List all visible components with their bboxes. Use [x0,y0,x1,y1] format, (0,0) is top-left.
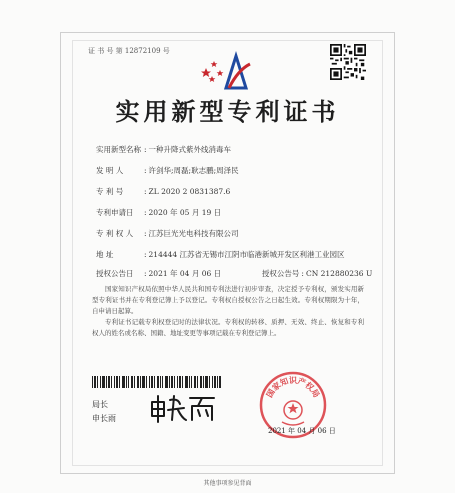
grant-number-value: CN 212880236 U [305,269,373,278]
grant-date-label: 授权公告日 [96,269,134,278]
field-grant-info: 授权公告日 : 2021 年 04 月 06 日 授权公告号 : CN 212880236 U [96,269,373,278]
field-value: 2020 年 05 月 19 日 [148,208,222,217]
official-title: 局长 [92,400,108,409]
field-label: 地 址 [96,250,114,259]
certificate-body [92,284,364,339]
field-value: 许剑华;周磊;耿志鹏;周泽民 [148,166,239,175]
field-application-date: 专利申请日 : 2020 年 05 月 19 日 [96,208,222,217]
footer-note: 其他事项参见背面 [203,480,252,487]
seal-text: 国家知识产权局 [264,375,322,400]
field-inventors: 发 明 人 : 许剑华;周磊;耿志鹏;周泽民 [96,166,239,175]
field-label: 专 利 号 [96,187,124,196]
field-label: 发 明 人 [96,166,124,175]
official-block [92,398,116,426]
body-paragraph: 专利证书记载专利权登记时的法律状况。专利权的转移、质押、无效、终止、恢复和专利权人的姓名或名称、国籍、地址变更等事项记载在专利登记簿上。 [92,318,364,337]
svg-text:国家知识产权局 [264,375,322,399]
issue-date: 2021 年 04 月 06 日 [268,427,336,435]
field-patentee: 专 利 权 人 : 江苏巨光光电科技有限公司 [96,229,239,238]
field-value: 一种升降式紫外线消毒车 [148,145,232,154]
barcode-icon [92,376,222,388]
signature-icon [148,392,218,424]
field-label: 专利申请日 [96,208,134,217]
field-value: 214444 江苏省无锡市江阴市临港新城开发区利港工业园区 [148,250,345,259]
certificate-number: 证 书 号 第 12872109 号 [88,47,170,55]
official-name: 申长雨 [92,414,116,423]
field-label: 专 利 权 人 [96,229,134,238]
field-utility-model-name: 实用新型名称 : 一种升降式紫外线消毒车 [96,145,232,154]
grant-number-label: 授权公告号 [261,269,300,278]
field-value: 江苏巨光光电科技有限公司 [148,229,239,238]
grant-date-value: 2021 年 04 月 06 日 [148,269,222,278]
body-paragraph: 国家知识产权局依照中华人民共和国专利法进行初步审查，决定授予专利权，颁发实用新型专利证书并在专利登记簿上予以登记。专利权自授权公告之日起生效。专利权期限为十年，自申请日起算。 [92,285,364,315]
certificate-title: 实用新型专利证书 [115,97,340,126]
field-patent-number: 专 利 号 : ZL 2020 2 0831387.6 [96,187,231,196]
qr-code-icon [330,44,366,80]
cnipa-emblem-icon [196,50,256,92]
field-label: 实用新型名称 [96,145,141,154]
field-address: 地 址 : 214444 江苏省无锡市江阴市临港新城开发区利港工业园区 [96,250,345,259]
field-value: ZL 2020 2 0831387.6 [148,187,231,196]
